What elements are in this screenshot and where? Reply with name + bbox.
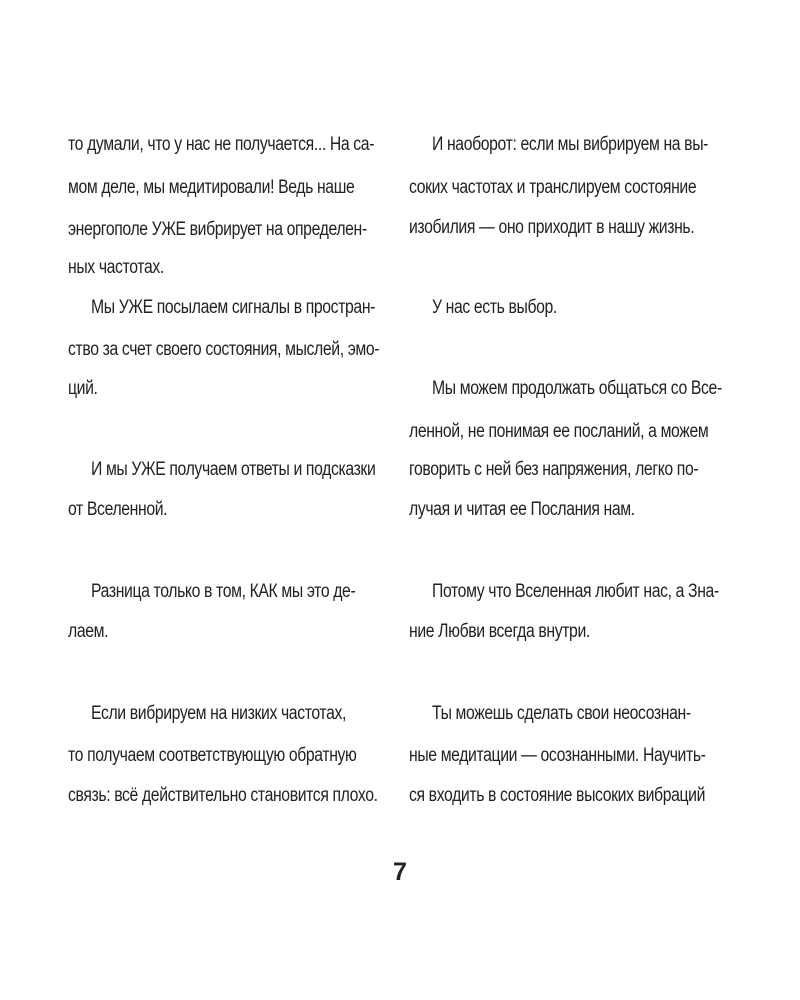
paragraph-start: Мы УЖЕ посылаем сигналы в простран- — [91, 297, 376, 318]
right-column — [409, 0, 727, 1000]
paragraph-start: Ты можешь сделать свои неосознан- — [432, 703, 691, 724]
text-line: ций. — [68, 378, 98, 399]
text-line: ных частотах. — [68, 257, 164, 278]
left-column — [68, 0, 386, 1000]
text-line: то думали, что у нас не получается... На са- — [68, 134, 375, 155]
text-line: энергополе УЖЕ вибрирует на определен- — [68, 219, 367, 240]
text-line: изобилия — оно приходит в нашу жизнь. — [409, 217, 695, 238]
paragraph-start: Разница только в том, КАК мы это де- — [91, 581, 356, 602]
text-line: соких частотах и транслируем состояние — [409, 177, 697, 198]
page-number: 7 — [393, 858, 407, 886]
paragraph-start: И мы УЖЕ получаем ответы и подсказки — [91, 459, 376, 480]
text-line: лаем. — [68, 621, 109, 642]
text-line: ся входить в состояние высоких вибраций — [409, 785, 706, 806]
text-line: ленной, не понимая ее посланий, а можем — [409, 421, 709, 442]
paragraph-start: Если вибрируем на низких частотах, — [91, 703, 347, 724]
paragraph-start: Потому что Вселенная любит нас, а Зна- — [432, 581, 719, 602]
text-line: лучая и читая ее Послания нам. — [409, 499, 635, 520]
text-line: мом деле, мы медитировали! Ведь наше — [68, 177, 355, 198]
text-line: от Вселенной. — [68, 499, 168, 520]
text-line: то получаем соответствующую обратную — [68, 745, 357, 766]
text-line: ные медитации — осознанными. Научить- — [409, 745, 706, 766]
text-line: ство за счет своего состояния, мыслей, эмо- — [68, 339, 380, 360]
paragraph-start: И наоборот: если мы вибрируем на вы- — [432, 134, 709, 155]
text-line: говорить с ней без напряжения, легко по- — [409, 459, 699, 480]
paragraph-start: У нас есть выбор. — [432, 297, 557, 318]
paragraph-start: Мы можем продолжать общаться со Все- — [432, 378, 722, 399]
text-line: связь: всё действительно становится плохо. — [68, 785, 378, 806]
text-line: ние Любви всегда внутри. — [409, 621, 590, 642]
